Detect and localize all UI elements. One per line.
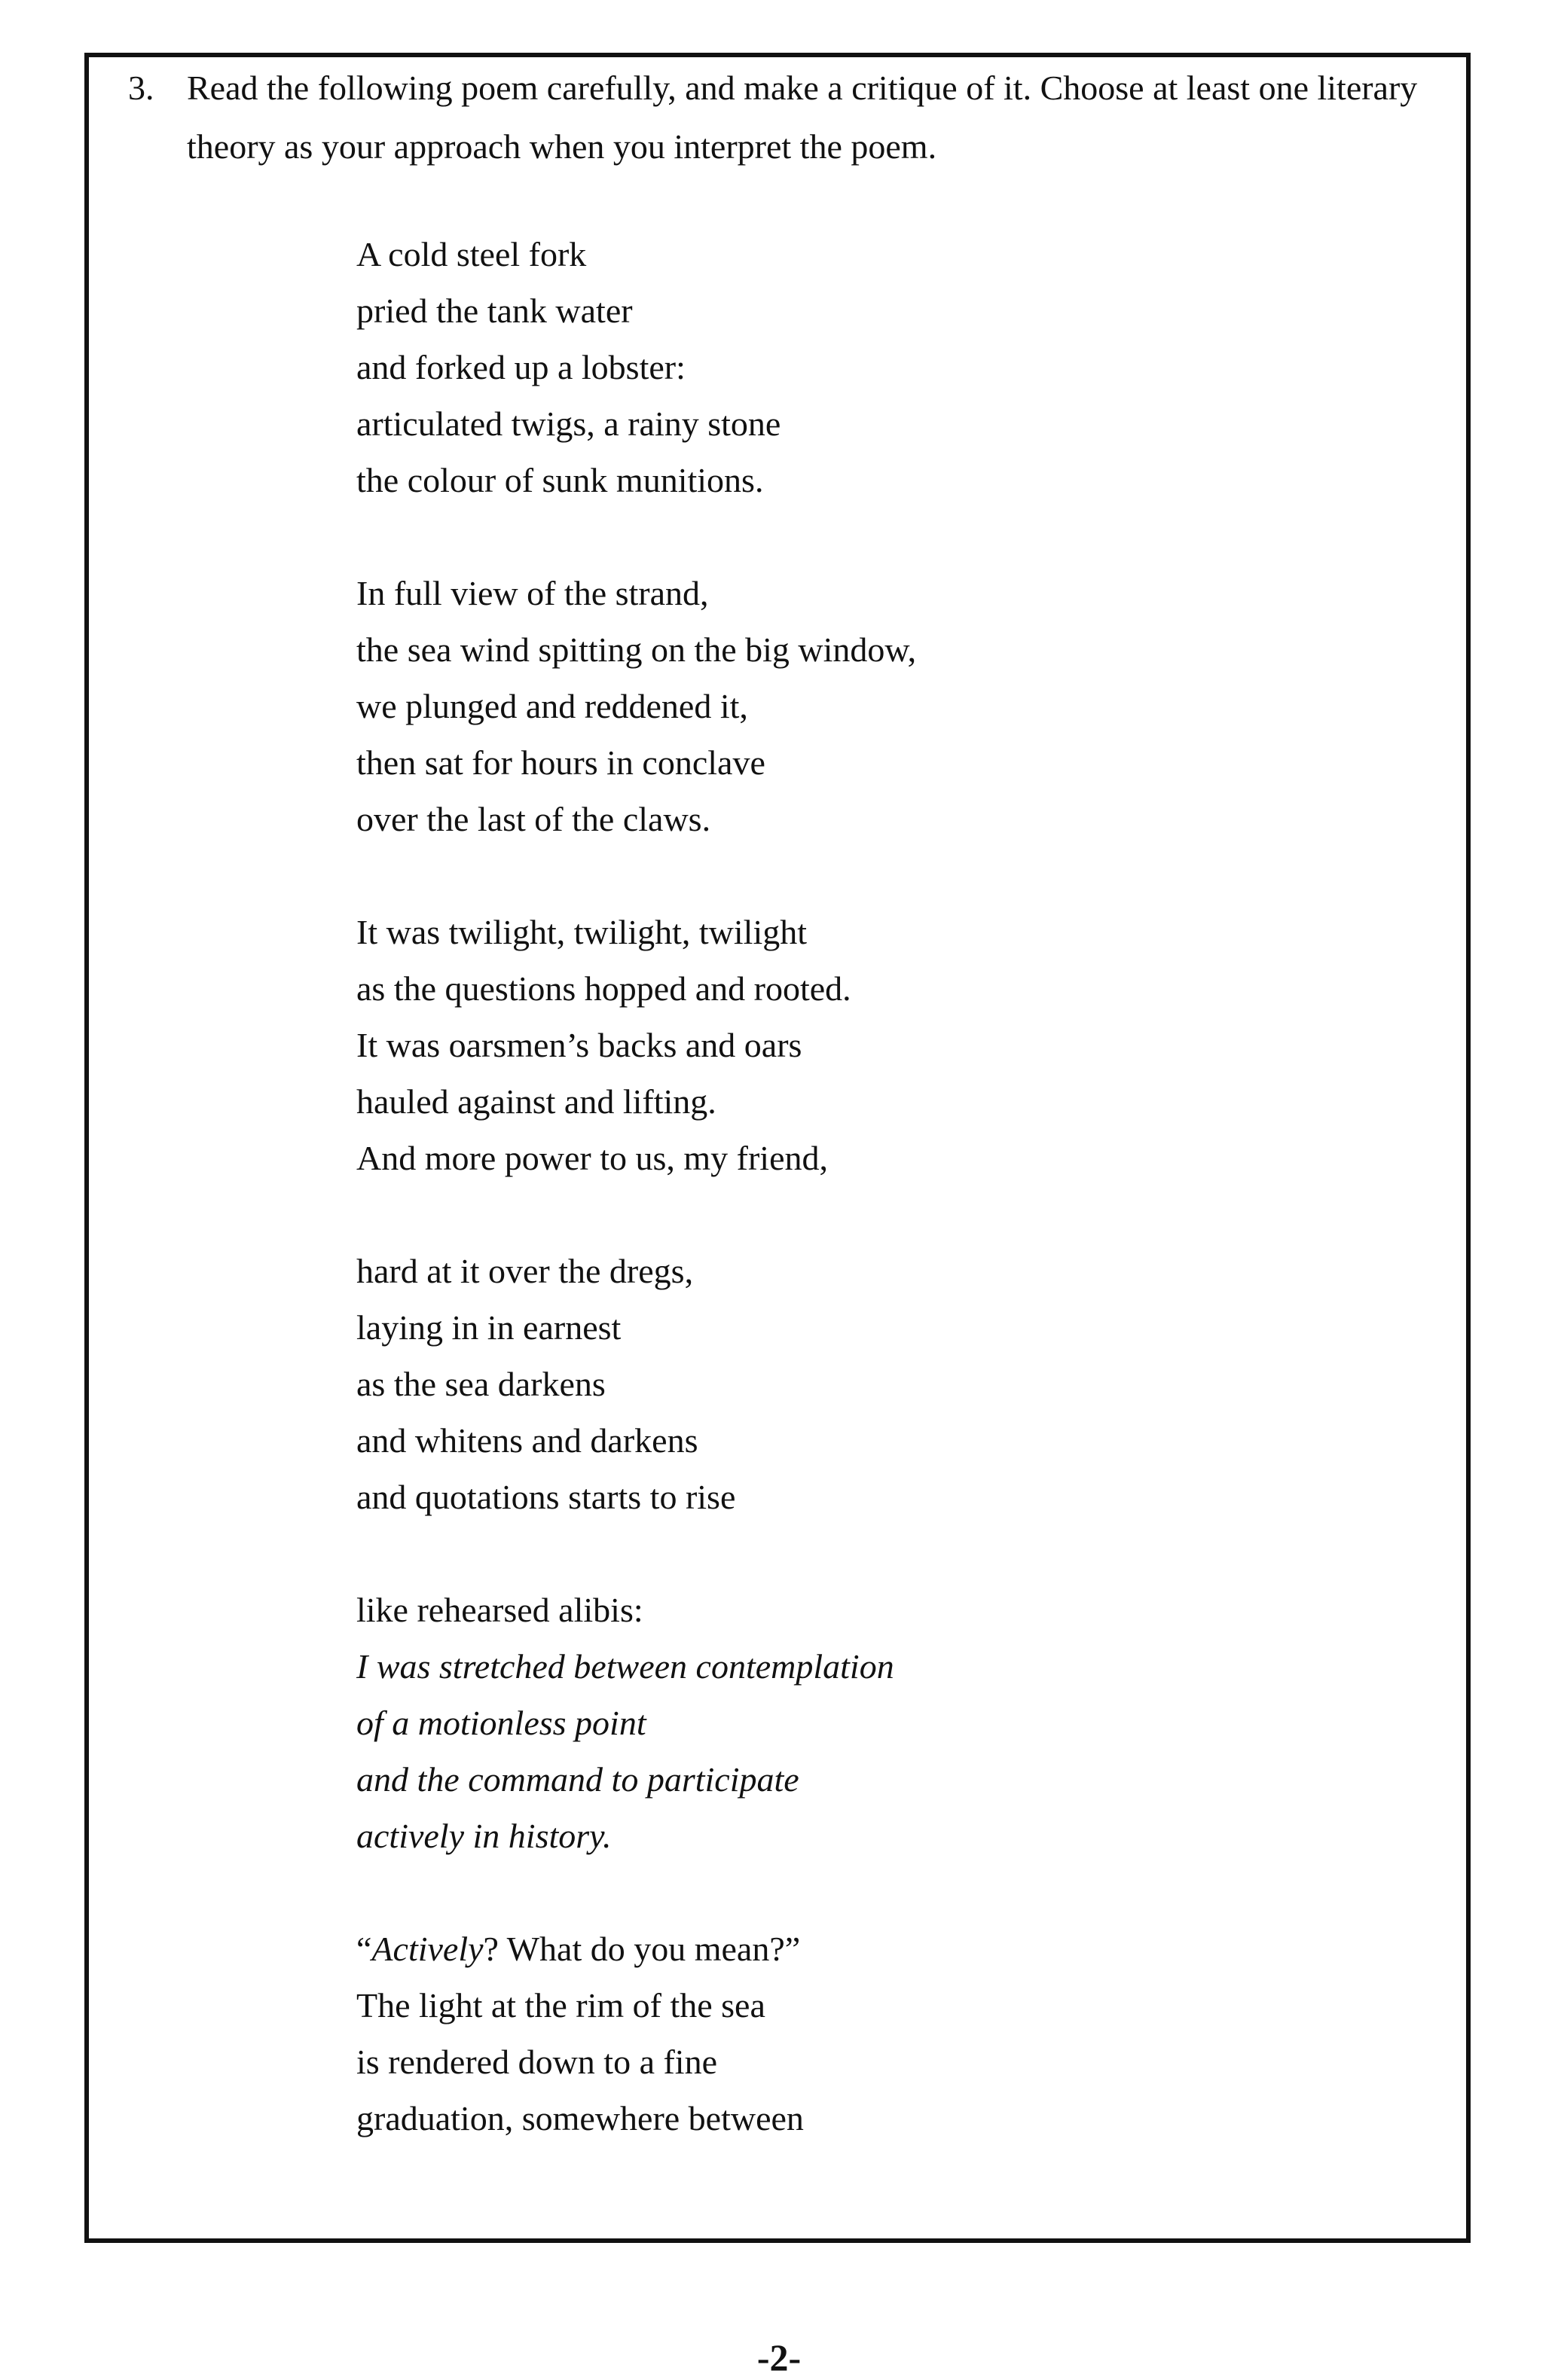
poem-stanza — [356, 904, 1411, 1186]
poem-line: and whitens and darkens — [356, 1421, 698, 1460]
poem-line: we plunged and reddened it, — [356, 687, 748, 725]
poem-line: And more power to us, my friend, — [356, 1139, 828, 1177]
poem-stanza — [356, 226, 1411, 508]
poem-line: the colour of sunk munitions. — [356, 461, 764, 499]
question-prompt — [128, 59, 1439, 176]
poem-line: as the sea darkens — [356, 1365, 606, 1403]
page-number: -2- — [756, 2336, 802, 2378]
poem-line-segment: “ — [356, 1930, 372, 1968]
poem-stanza — [356, 1243, 1411, 1525]
poem-line: and the command to participate — [356, 1760, 799, 1799]
poem-line: of a motionless point — [356, 1704, 646, 1742]
poem-line-segment: Actively — [371, 1930, 484, 1968]
question-number: 3. — [128, 69, 154, 107]
poem-line: A cold steel fork — [356, 235, 587, 273]
poem-line: as the questions hopped and rooted. — [356, 969, 851, 1008]
poem-line-segment: ? What do you mean?” — [483, 1930, 801, 1968]
poem-line: and quotations starts to rise — [356, 1478, 736, 1516]
question-text: Read the following poem carefully, and make a critique of it. Choose at least one literary theory as your approach when you interpret the poem. — [187, 69, 1418, 166]
poem-line: In full view of the strand, — [356, 574, 709, 612]
poem-stanza — [356, 565, 1411, 847]
poem-line: I was stretched between contemplation — [356, 1647, 894, 1686]
poem-line: and forked up a lobster: — [356, 348, 686, 386]
poem-line: articulated twigs, a rainy stone — [356, 404, 781, 443]
poem-stanza — [356, 1921, 1411, 2147]
poem-line: hard at it over the dregs, — [356, 1252, 694, 1290]
poem-line: the sea wind spitting on the big window, — [356, 630, 917, 669]
poem-line: actively in history. — [356, 1817, 612, 1855]
poem-line: hauled against and lifting. — [356, 1082, 716, 1121]
poem-line: over the last of the claws. — [356, 800, 711, 838]
poem-line: It was twilight, twilight, twilight — [356, 913, 807, 951]
poem-stanza — [356, 1582, 1411, 1864]
poem — [356, 226, 1411, 2203]
poem-line: pried the tank water — [356, 291, 633, 330]
poem-line: The light at the rim of the sea — [356, 1986, 765, 2025]
poem-line: graduation, somewhere between — [356, 2099, 804, 2137]
poem-line: laying in in earnest — [356, 1308, 622, 1347]
poem-line: is rendered down to a fine — [356, 2043, 718, 2081]
poem-line: like rehearsed alibis: — [356, 1591, 643, 1629]
poem-line: then sat for hours in conclave — [356, 743, 765, 782]
poem-line: It was oarsmen’s backs and oars — [356, 1026, 802, 1064]
poem-line — [356, 1921, 1411, 1977]
